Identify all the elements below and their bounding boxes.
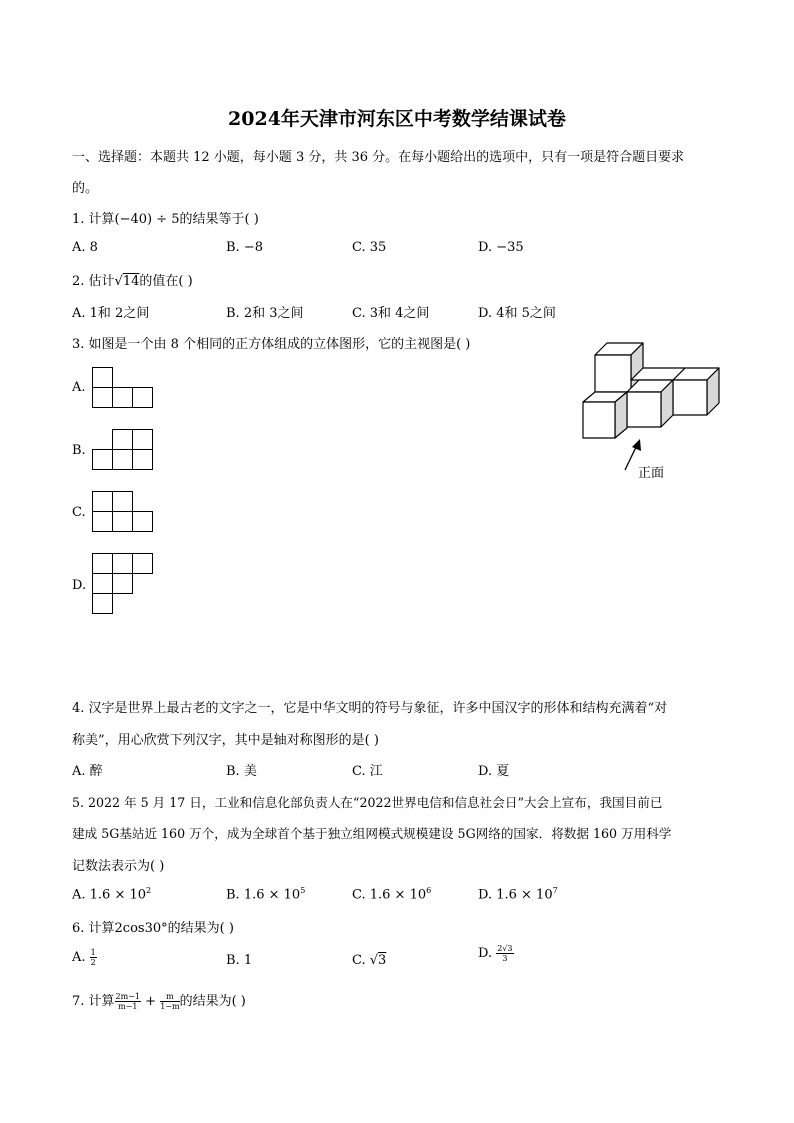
q6-option-a: A. $\frac{1}{2}$ bbox=[72, 948, 96, 967]
q6-option-c: C. √3 bbox=[352, 953, 387, 968]
q3-option-a: A. bbox=[72, 380, 86, 395]
q3-cube-figure bbox=[575, 333, 725, 483]
section-header: 一、选择题：本题共 12 小题，每小题 3 分，共 36 分。在每小题给出的选项中，只有一项是符合题目要求 bbox=[72, 150, 685, 165]
q6-d-fraction: $\frac{2√3}{3}$ bbox=[497, 944, 513, 963]
q1-option-b: B. −8 bbox=[226, 240, 263, 255]
q4-option-c: C. 江 bbox=[352, 764, 383, 779]
q5-stem-line2: 建成 5G基站近 160 万个，成为全球首个基于独立组网模式规模建设 5G网络的国家．将数据 160 万用科学 bbox=[72, 826, 672, 841]
q6-option-b: B. 1 bbox=[226, 953, 253, 968]
q5-option-c: C. $1.6 \times 10^6$ bbox=[352, 886, 432, 903]
q1-stem: 1. 计算(−40) ÷ 5的结果等于( ) bbox=[72, 212, 259, 227]
q2-stem: 2. 估计√14的值在( ) bbox=[72, 274, 193, 289]
q5-option-d: D. $1.6 \times 10^7$ bbox=[478, 886, 558, 903]
q3-option-c: C. bbox=[72, 505, 86, 520]
q3-stem: 3. 如图是一个由 8 个相同的正方体组成的立体图形，它的主视图是( ) bbox=[72, 337, 471, 352]
q1-option-d: D. −35 bbox=[478, 240, 524, 255]
q2-radicand: 14 bbox=[122, 274, 140, 289]
q7-stem: 7. 计算 $\frac{2m-1}{m-1}$ + $\frac{m}{1-m}$ 的结果为( ) bbox=[72, 992, 246, 1011]
q1-option-a: A. 8 bbox=[72, 240, 98, 255]
q2-option-a: A. 1和 2之间 bbox=[72, 306, 150, 321]
q5-stem-line3: 记数法表示为( ) bbox=[72, 859, 165, 874]
q4-option-b: B. 美 bbox=[226, 764, 257, 779]
q1-option-c: C. 35 bbox=[352, 240, 387, 255]
front-view-label: 正面 bbox=[638, 466, 665, 481]
sqrt-symbol: √ bbox=[369, 953, 379, 968]
q6-stem: 6. 计算2cos30°的结果为( ) bbox=[72, 921, 234, 936]
q4-stem-line1: 4. 汉字是世界上最古老的文字之一，它是中华文明的符号与象征，许多中国汉字的形体和结构充满着“对 bbox=[72, 701, 668, 716]
q2-option-b: B. 2和 3之间 bbox=[226, 306, 304, 321]
page-title: 2024年天津市河东区中考数学结课试卷 bbox=[228, 108, 566, 130]
q3-option-d: D. bbox=[72, 578, 87, 593]
q3-option-b-grid bbox=[92, 429, 154, 471]
sqrt-symbol: √ bbox=[114, 274, 123, 289]
q7-fraction-2: $\frac{m}{1-m}$ bbox=[160, 992, 180, 1011]
q3-option-c-grid bbox=[92, 491, 154, 533]
q4-stem-line2: 称美”，用心欣赏下列汉字，其中是轴对称图形的是( ) bbox=[72, 733, 379, 748]
q6-a-fraction: $\frac{1}{2}$ bbox=[90, 948, 96, 967]
q3-option-a-grid bbox=[92, 367, 154, 409]
q2-option-d: D. 4和 5之间 bbox=[478, 306, 556, 321]
q4-option-a: A. 醉 bbox=[72, 764, 103, 779]
q5-option-b: B. $1.6 \times 10^5$ bbox=[226, 886, 306, 903]
section-header-cont: 的。 bbox=[72, 181, 99, 196]
q3-option-d-grid bbox=[92, 553, 154, 615]
q2-option-c: C. 3和 4之间 bbox=[352, 306, 430, 321]
q5-stem-line1: 5. 2022 年 5 月 17 日，工业和信息化部负责人在“2022世界电信和信息社会日”大会上宣布，我国目前已 bbox=[72, 795, 663, 810]
q4-option-d: D. 夏 bbox=[478, 764, 510, 779]
q3-option-b: B. bbox=[72, 443, 86, 458]
q5-option-a: A. $1.6 \times 10^2$ bbox=[72, 886, 152, 903]
q6-option-d: D. $\frac{2√3}{3}$ bbox=[478, 944, 513, 963]
q7-fraction-1: $\frac{2m-1}{m-1}$ bbox=[115, 992, 141, 1011]
